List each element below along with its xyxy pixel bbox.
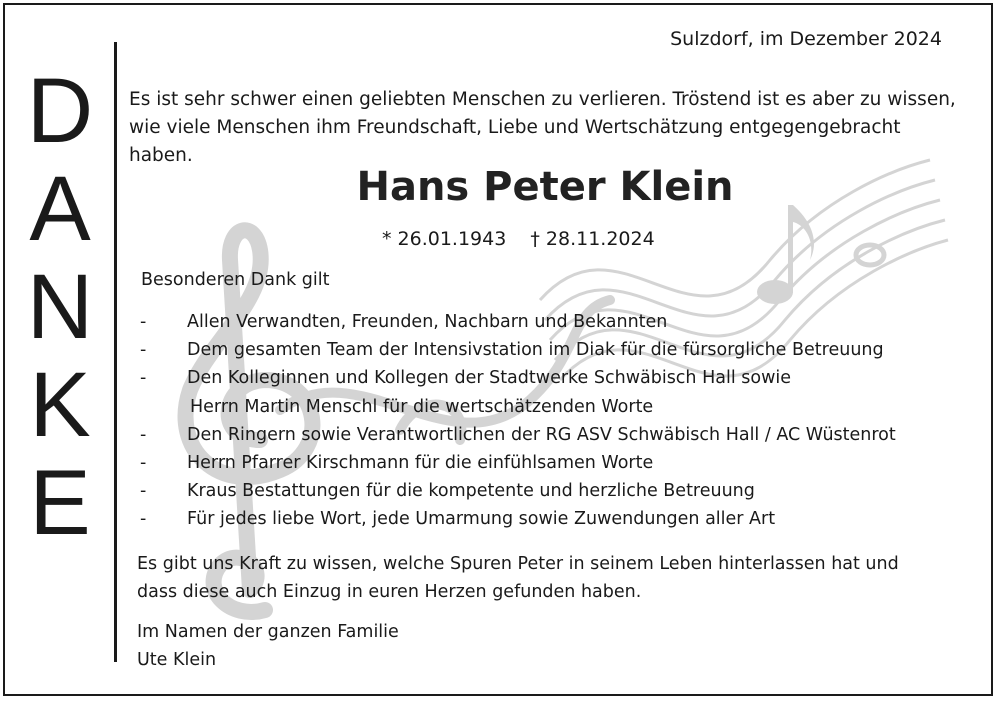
list-item [140,336,970,364]
danke-letter-d: D [26,60,94,162]
list-item-text: Den Kolleginnen und Kollegen der Stadtwerke Schwäbisch Hall sowie [187,368,792,389]
list-dash: - [140,340,147,361]
signature [137,618,399,674]
list-item-text: Dem gesamten Team der Intensivstation im Diak für die fürsorgliche Betreuung [187,340,884,361]
danke-letter-k: K [29,354,91,456]
list-item-text: Für jedes liebe Wort, jede Umarmung sowie Zuwendungen aller Art [187,509,776,530]
intro-text [129,86,969,170]
danke-letter-a: A [29,158,91,260]
thanks-heading: Besonderen Dank gilt [141,270,330,290]
list-dash: - [140,368,147,389]
list-item-text: Den Ringern sowie Verantwortlichen der RG ASV Schwäbisch Hall / AC Wüstenrot [187,424,896,445]
list-dash: - [140,453,147,474]
deceased-name: Hans Peter Klein [356,164,734,210]
closing-text [137,550,977,606]
birth-date: * 26.01.1943 [382,228,507,250]
list-item-text: Kraus Bestattungen für die kompetente und herzliche Betreuung [187,481,755,502]
intro-line: wie viele Menschen ihm Freundschaft, Liebe und Wertschätzung entgegengebracht haben. [129,117,901,166]
place-and-date: Sulzdorf, im Dezember 2024 [670,28,942,50]
list-item [140,505,970,533]
list-item-text: Herrn Martin Menschl für die wertschätzenden Worte [190,396,654,417]
danke-vertical-title [20,62,100,552]
list-dash: - [140,481,147,502]
list-item [140,364,970,392]
closing-line: dass diese auch Einzug in euren Herzen gefunden haben. [137,582,642,602]
signature-line: Im Namen der ganzen Familie [137,622,399,642]
danke-letter-e: E [29,452,91,554]
danke-letter-n: N [26,256,94,358]
list-item-text: Herrn Pfarrer Kirschmann für die einfühlsamen Worte [187,453,654,474]
vertical-divider [114,42,117,662]
thanks-list [140,308,970,534]
list-item [140,308,970,336]
list-dash: - [140,312,147,332]
list-item-continuation [140,393,970,421]
life-dates [382,228,673,250]
list-dash: - [140,424,147,445]
closing-line: Es gibt uns Kraft zu wissen, welche Spuren Peter in seinem Leben hinterlassen hat und [137,554,899,574]
intro-line: Es ist sehr schwer einen geliebten Menschen zu verlieren. Tröstend ist es aber zu wissen, [129,89,956,110]
signature-name: Ute Klein [137,650,217,670]
list-item [140,449,970,477]
list-dash: - [140,509,147,530]
list-item [140,421,970,449]
death-date: † 28.11.2024 [530,228,655,250]
list-item-text: Allen Verwandten, Freunden, Nachbarn und Bekannten [187,312,668,332]
list-item [140,477,970,505]
